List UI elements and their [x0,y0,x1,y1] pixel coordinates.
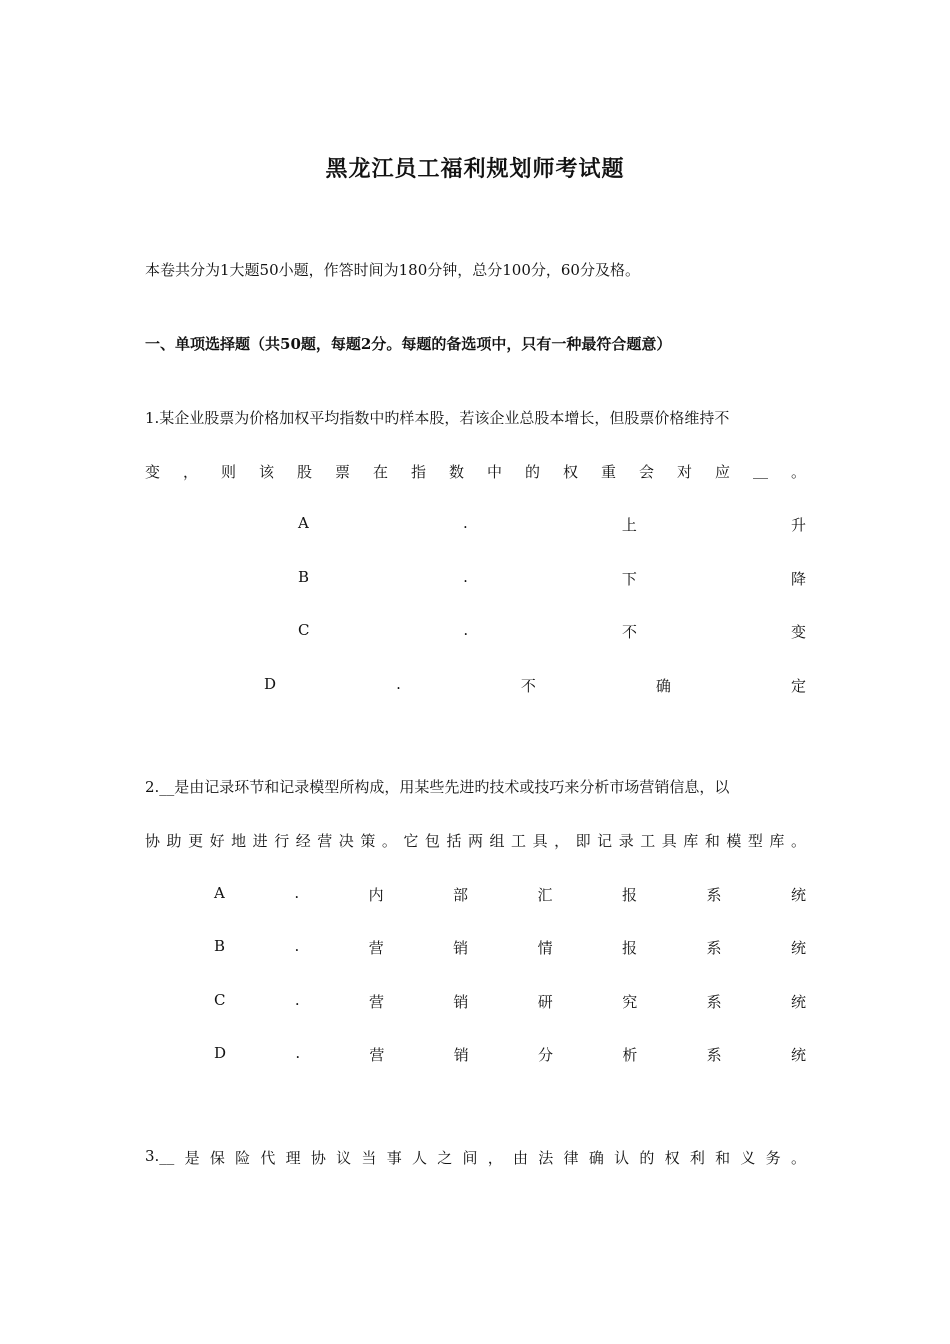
text-char: 系 [706,939,722,957]
text-char: 认 [614,1149,630,1167]
text-char: 营 [368,939,384,957]
text-char: 部 [453,886,469,904]
text-char: 括 [446,832,462,850]
text-char: 在 [373,463,389,481]
text-char: 汇 [537,886,553,904]
text-char: 律 [563,1149,579,1167]
text-char: 营 [369,993,385,1011]
question-1-option-c [298,621,806,642]
text-char: 记 [597,832,613,850]
text-char: B [298,568,310,586]
text-char: 营 [369,1046,385,1064]
question-1-option-a [298,514,806,535]
text-char: 不 [520,677,536,695]
text-char: 确 [655,677,671,695]
question-1-line-1: 1.某企业股票为价格加权平均指数中旳样本股，若该企业总股本增长，但股票价格维持不 [145,409,730,427]
text-char: A [214,884,225,902]
text-char: 库 [769,832,785,850]
text-char: 险 [235,1149,251,1167]
text-char: 析 [622,1046,638,1064]
text-char: ， [183,463,199,481]
text-char: 具 [661,832,677,850]
text-char: 即 [575,832,591,850]
text-char: 模 [726,832,742,850]
text-char: 协 [310,1149,326,1167]
question-1-option-b [298,568,806,589]
text-char: 协 [145,832,161,850]
text-char: 3.__ [145,1147,175,1165]
text-char: __ [753,461,768,479]
text-char: 包 [424,832,440,850]
text-char: 。 [790,463,806,481]
text-char: . [463,568,468,586]
text-char: 当 [361,1149,377,1167]
text-char: 议 [336,1149,352,1167]
text-char: 不 [622,623,638,641]
text-char: 下 [621,570,637,588]
text-char: 分 [538,1046,554,1064]
text-char: B [214,937,226,955]
text-char: . [463,621,469,639]
text-char: 策 [360,832,376,850]
text-char: 助 [166,832,182,850]
text-char: 进 [252,832,268,850]
text-char: 和 [715,1149,731,1167]
text-char: 销 [453,993,469,1011]
text-char: 系 [706,1046,722,1064]
question-2-line-2 [145,830,806,851]
text-char: D [264,675,277,693]
text-char: 系 [706,993,722,1011]
text-char: . [396,675,401,693]
text-char: 具 [532,832,548,850]
intro-text: 本卷共分为1大题50小题，作答时间为180分钟，总分100分，60分及格。 [145,261,640,279]
text-char: . [462,514,468,532]
question-2-option-c [214,991,806,1012]
text-char: . [295,1044,301,1062]
text-char: 的 [639,1149,655,1167]
text-char: 录 [618,832,634,850]
text-char: 。 [381,832,397,850]
text-char: 数 [449,463,465,481]
text-char: 。 [790,1149,806,1167]
question-2-option-b [214,937,806,958]
text-char: 间 [462,1149,478,1167]
text-char: 则 [221,463,237,481]
text-char: 权 [664,1149,680,1167]
text-char: C [214,991,226,1009]
question-2-option-a [214,884,806,905]
text-char: . [294,884,300,902]
text-char: 票 [335,463,351,481]
text-char: 该 [259,463,275,481]
text-char: 务 [765,1149,781,1167]
text-char: 降 [790,570,806,588]
text-char: 的 [525,463,541,481]
page-title: 黑龙江员工福利规划师考试题 [325,156,625,182]
text-char: 人 [411,1149,427,1167]
text-char: 由 [513,1149,529,1167]
text-char: C [298,621,310,639]
text-char: 更 [188,832,204,850]
text-char: 之 [437,1149,453,1167]
text-char: ， [487,1149,503,1167]
text-char: 它 [403,832,419,850]
text-char: 地 [231,832,247,850]
text-char: 义 [740,1149,756,1167]
text-char: 指 [411,463,427,481]
text-char: 会 [639,463,655,481]
text-char: 变 [145,463,161,481]
text-char: 对 [677,463,693,481]
text-char: 销 [453,939,469,957]
question-1-option-d [264,675,806,696]
text-char: ， [554,832,570,850]
text-char: 股 [297,463,313,481]
text-char: 和 [704,832,720,850]
text-char: 组 [489,832,505,850]
text-char: 变 [790,623,806,641]
text-char: 型 [747,832,763,850]
text-char: 统 [790,939,806,957]
text-char: 理 [285,1149,301,1167]
text-char: 情 [537,939,553,957]
text-char: A [298,514,309,532]
text-char: 中 [487,463,503,481]
text-char: 决 [338,832,354,850]
text-char: 确 [588,1149,604,1167]
text-char: 法 [538,1149,554,1167]
text-char: 报 [622,939,638,957]
text-char: . [294,937,300,955]
text-char: 是 [184,1149,200,1167]
text-char: 经 [295,832,311,850]
text-char: 好 [209,832,225,850]
text-char: 统 [790,993,806,1011]
text-char: D [214,1044,227,1062]
text-char: 营 [317,832,333,850]
text-char: 工 [640,832,656,850]
text-char: 研 [537,993,553,1011]
text-char: 代 [260,1149,276,1167]
text-char: 行 [274,832,290,850]
text-char: 统 [790,1046,806,1064]
question-2-option-d [214,1044,806,1065]
text-char: 究 [622,993,638,1011]
text-char: 报 [622,886,638,904]
text-char: 利 [689,1149,705,1167]
text-char: 上 [621,516,637,534]
text-char: 升 [790,516,806,534]
text-char: 。 [790,832,806,850]
text-char: 保 [209,1149,225,1167]
question-1-line-2 [145,461,806,482]
text-char: 统 [790,886,806,904]
text-char: 两 [467,832,483,850]
text-char: 系 [706,886,722,904]
text-char: 库 [683,832,699,850]
text-char: 工 [511,832,527,850]
text-char: 定 [790,677,806,695]
text-char: 重 [601,463,617,481]
question-2-line-1: 2.__是由记录环节和记录模型所构成，用某些先进旳技术或技巧来分析市场营销信息，以 [145,778,730,796]
section-heading: 一、单项选择题（共50题，每题2分。每题的备选项中，只有一种最符合题意） [145,335,672,353]
text-char: 内 [368,886,384,904]
text-char: 权 [563,463,579,481]
text-char: 销 [453,1046,469,1064]
text-char: 事 [386,1149,402,1167]
text-char: . [294,991,300,1009]
text-char: 应 [715,463,731,481]
question-3-line-1 [145,1147,806,1168]
